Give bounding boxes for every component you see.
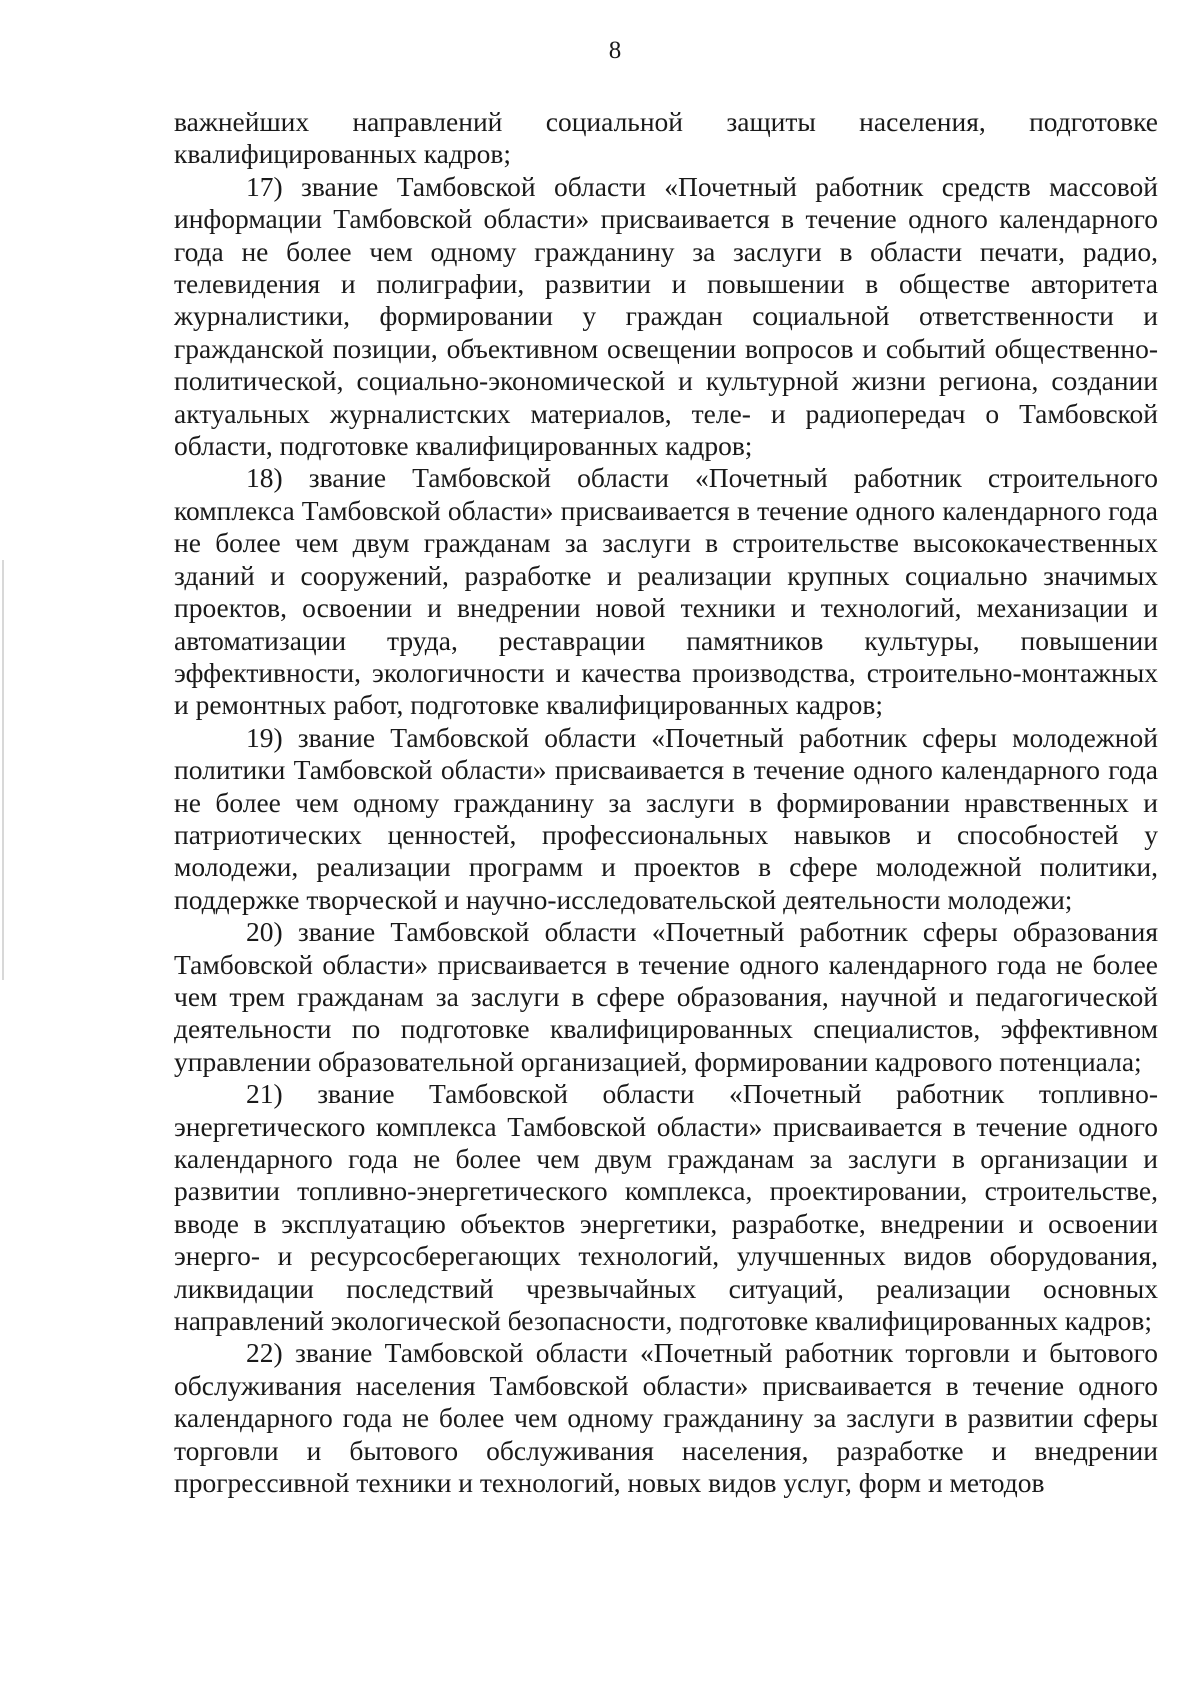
paragraph-item-21: 21) звание Тамбовской области «Почетный работник топливно-энергетического комплекса Тамбовской области» присваивается в течение одного календарного года не более чем двум гражданам за заслуги в организации и развитии топливно-энергетического комплекса, проектировании, строительстве, вводе в эксплуатацию объектов энергетики, разработке, внедрении и освоении энерго- и ресурсосберегающих технологий, улучшенных видов оборудования, ликвидации последствий чрезвычайных ситуаций, реализации основных направлений экологической безопасности, подготовке квалифицированных кадров;: [174, 1078, 1158, 1337]
scan-edge-shadow: [2, 560, 4, 980]
paragraph-item-20: 20) звание Тамбовской области «Почетный работник сферы образования Тамбовской области» присваивается в течение одного календарного года не более чем трем гражданам за заслуги в сфере образования, научной и педагогической деятельности по подготовке квалифицированных специалистов, эффективном управлении образовательной организацией, формировании кадрового потенциала;: [174, 916, 1158, 1077]
paragraph-item-19: 19) звание Тамбовской области «Почетный работник сферы молодежной политики Тамбовской области» присваивается в течение одного календарного года не более чем одному гражданину за заслуги в формировании нравственных и патриотических ценностей, профессиональных навыков и способностей у молодежи, реализации программ и проектов в сфере молодежной политики, поддержке творческой и научно-исследовательской деятельности молодежи;: [174, 721, 1158, 915]
document-body: [174, 106, 1158, 1499]
paragraph-item-18: 18) звание Тамбовской области «Почетный работник строительного комплекса Тамбовской области» присваивается в течение одного календарного года не более чем двум гражданам за заслуги в строительстве высококачественных зданий и сооружений, разработке и реализации крупных социально значимых проектов, освоении и внедрении новой техники и технологий, механизации и автоматизации труда, реставрации памятников культуры, повышении эффективности, экологичности и качества производства, строительно-монтажных и ремонтных работ, подготовке квалифицированных кадров;: [174, 462, 1158, 721]
paragraph-item-22: 22) звание Тамбовской области «Почетный работник торговли и бытового обслуживания населения Тамбовской области» присваивается в течение одного календарного года не более чем одному гражданину за заслуги в развитии сферы торговли и бытового обслуживания населения, разработке и внедрении прогрессивной техники и технологий, новых видов услуг, форм и методов: [174, 1337, 1158, 1499]
page-number: 8: [608, 37, 622, 64]
paragraph-item-17: 17) звание Тамбовской области «Почетный работник средств массовой информации Тамбовской области» присваивается в течение одного календарного года не более чем одному гражданину за заслуги в области печати, радио, телевидения и полиграфии, развитии и повышении в обществе авторитета журналистики, формировании у граждан социальной ответственности и гражданской позиции, объективном освещении вопросов и событий общественно-политической, социально-экономической и культурной жизни региона, создании актуальных журналистских материалов, теле- и радиопередач о Тамбовской области, подготовке квалифицированных кадров;: [174, 170, 1158, 462]
paragraph-continuation: важнейших направлений социальной защиты населения, подготовке квалифицированных кадров;: [174, 106, 1158, 170]
